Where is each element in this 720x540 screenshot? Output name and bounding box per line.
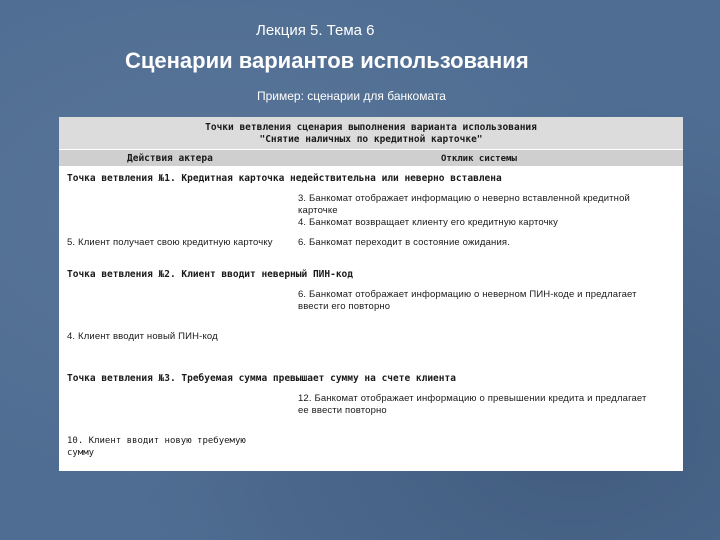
lecture-label: Лекция 5. Тема 6 — [256, 22, 375, 39]
column-actor: Действия актера — [127, 153, 213, 164]
slide-title: Сценарии вариантов использования — [125, 48, 529, 73]
branch-1-heading: Точка ветвления №1. Кредитная карточка недействительна или неверно вставлена — [67, 173, 502, 184]
branch-3-system: 12. Банкомат отображает информацию о превышении кредита и предлагает ее ввести повторно — [298, 393, 647, 416]
branch-2-heading: Точка ветвления №2. Клиент вводит неверный ПИН-код — [67, 269, 353, 280]
branch-1-actor: 5. Клиент получает свою кредитную карточку — [67, 237, 273, 248]
branch-1-system-a: 3. Банкомат отображает информацию о неверно вставленной кредитной карточке — [298, 193, 630, 216]
table-header — [59, 117, 683, 149]
table-title-line1: Точки ветвления сценария выполнения варианта использования — [205, 122, 537, 133]
branch-2-system: 6. Банкомат отображает информацию о неверном ПИН-коде и предлагает ввести его повторно — [298, 289, 637, 312]
slide-subtitle: Пример: сценарии для банкомата — [257, 89, 446, 103]
branch-3-heading: Точка ветвления №3. Требуемая сумма превышает сумму на счете клиента — [67, 373, 456, 384]
column-headers — [59, 150, 683, 166]
branch-1-system-c: 6. Банкомат переходит в состояние ожидания. — [298, 237, 510, 248]
branch-1-system-b: 4. Банкомат возвращает клиенту его кредитную карточку — [298, 217, 558, 228]
table-title-line2: "Снятие наличных по кредитной карточке" — [259, 134, 483, 145]
branch-3-actor: 10. Клиент вводит новую требуемую сумму — [67, 436, 246, 458]
scenario-table — [59, 117, 683, 471]
column-system: Отклик системы — [441, 154, 517, 164]
branch-2-actor: 4. Клиент вводит новый ПИН-код — [67, 331, 218, 342]
